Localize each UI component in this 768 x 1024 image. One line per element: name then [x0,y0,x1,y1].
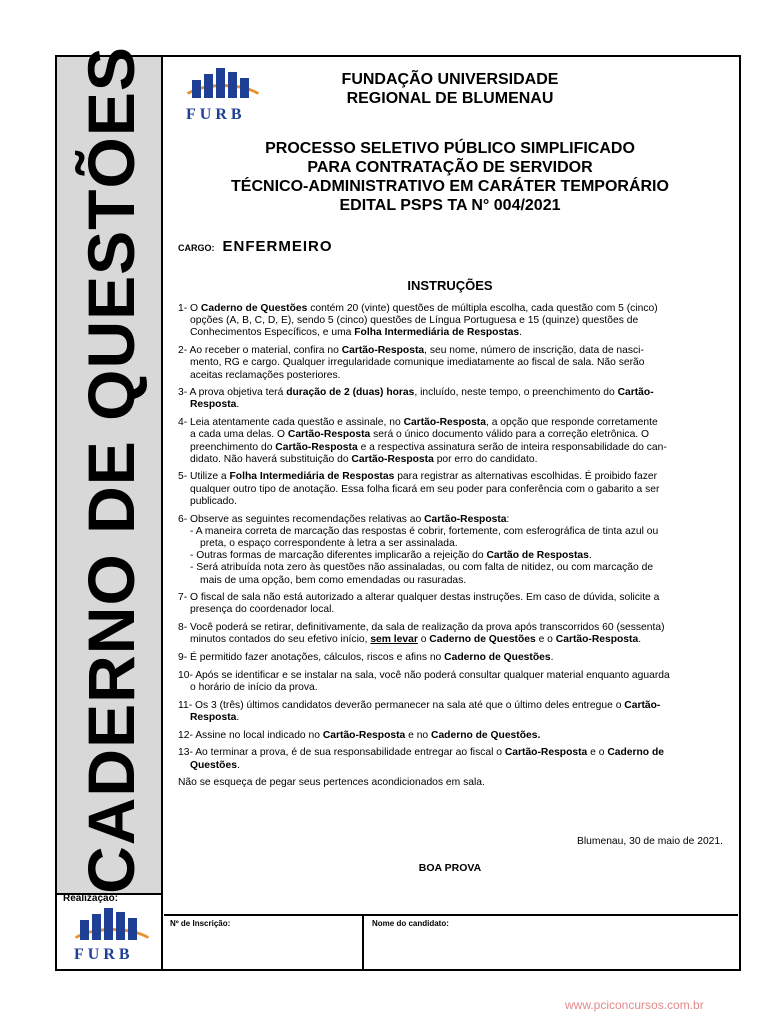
instruction-item: 2- Ao receber o material, confira no Cartão-Resposta, seu nome, número de inscrição, data de nasci- mento, RG e cargo. Qualquer irregularidade comunique imediatamente ao fiscal de sala. Não serão aceitas reclamações posteriores. [178,345,645,381]
inscricao-field[interactable] [164,916,364,970]
instruction-item: 4- Leia atentamente cada questão e assinale, no Cartão-Resposta, a opção que responde corretamente a cada uma delas. O Cartão-Resposta será o único documento válido para a correção eletrônica. O preenchimento do Cartão-Resposta e a respectiva assinatura serão de inteira responsabilidade do can- didato. Não haverá substituição do Cartão-Resposta por erro do candidato. [178,417,667,465]
footer-url[interactable]: www.pciconcursos.com.br [565,998,704,1012]
instruction-item: 6- Observe as seguintes recomendações relativas ao Cartão-Resposta: - A maneira correta de marcação das respostas é cobrir, fortemente, com esferográfica de tinta azul ou preta, o espaço correspondente à letra a ser assinalada. - Outras formas de marcação diferentes implicarão a rejeição do Cartão de Respostas. - Será atribuída nota zero às questões não assinaladas, ou com falta de nitidez, ou com marcação de mais de uma opção, bem como emendadas ou rasuradas. [178,513,659,586]
logo-bars [192,70,249,98]
instruction-item: 8- Você poderá se retirar, definitivamente, da sala de realização da prova após transcorridos 60 (sessenta) minutos contados do seu efetivo início, sem levar o Caderno de Questões e o Cartão-Resposta. [178,622,665,646]
furb-logo-top [178,62,266,122]
instruction-item: 5- Utilize a Folha Intermediária de Respostas para registrar as alternativas escolhidas. É proibido fazer qualquer outro tipo de anotação. Essa folha ficará em seu poder para conferência com o gabarito a ser publicado. [178,471,660,507]
cargo-label: CARGO: [178,243,215,253]
instruction-item: 3- A prova objetiva terá duração de 2 (duas) horas, incluído, neste tempo, o preenchimento do Cartão- Resposta. [178,387,654,411]
instruction-item: 9- É permitido fazer anotações, cálculos, riscos e afins no Caderno de Questões. [178,652,554,664]
process-title: PROCESSO SELETIVO PÚBLICO SIMPLIFICADO PARA CONTRATAÇÃO DE SERVIDOR TÉCNICO-ADMINISTRATIVO EM CARÁTER TEMPORÁRIO EDITAL PSPS TA N° 004/2021 [231,140,669,214]
instructions-title: INSTRUÇÕES [407,278,493,293]
date: Blumenau, 30 de maio de 2021. [577,836,723,847]
furb-logo-bottom [66,904,154,964]
closing-note: Não se esqueça de pegar seus pertences acondicionados em sala. [178,777,485,789]
instruction-item: 1- O Caderno de Questões contém 20 (vinte) questões de múltipla escolha, cada questão com 5 (cinco) opções (A, B, C, D, E), sendo 5 (cinco) questões de Língua Portuguesa e 15 (quinze) questões de Conhecimentos Específicos, e uma Folha Intermediária de Respostas. [178,303,658,339]
nome-field[interactable] [366,916,738,970]
cargo [178,238,333,256]
nome-label: Nome do candidato: [372,919,449,928]
logo-text: FURB [74,946,134,963]
cargo-value: ENFERMEIRO [222,238,333,255]
instructions-list [178,303,724,789]
instruction-item: 13- Ao terminar a prova, é de sua responsabilidade entregar ao fiscal o Cartão-Resposta e o Caderno de Questões. [178,747,664,771]
instruction-item: 12- Assine no local indicado no Cartão-Resposta e no Caderno de Questões. [178,729,541,741]
institution-name: FUNDAÇÃO UNIVERSIDADE REGIONAL DE BLUMENAU [341,71,559,107]
realizacao-label: Realização: [63,893,119,904]
instruction-item: 7- O fiscal de sala não está autorizado a alterar qualquer destas instruções. Em caso de dúvida, solicite a presença do coordenador local. [178,592,660,616]
instruction-item: 10- Após se identificar e se instalar na sala, você não poderá consultar qualquer material enquanto aguarda o horário de início da prova. [178,669,670,693]
logo-text: FURB [186,106,246,123]
candidate-fields [164,914,738,970]
side-title: CADERNO DE QUESTÕES [74,46,148,894]
instruction-item: 11- Os 3 (três) últimos candidatos deverão permanecer na sala até que o último deles entregue o Cartão- Resposta. [178,699,661,723]
boa-prova: BOA PROVA [418,862,482,874]
logo-bars [80,910,137,940]
inscricao-label: Nº de Inscrição: [170,919,231,928]
